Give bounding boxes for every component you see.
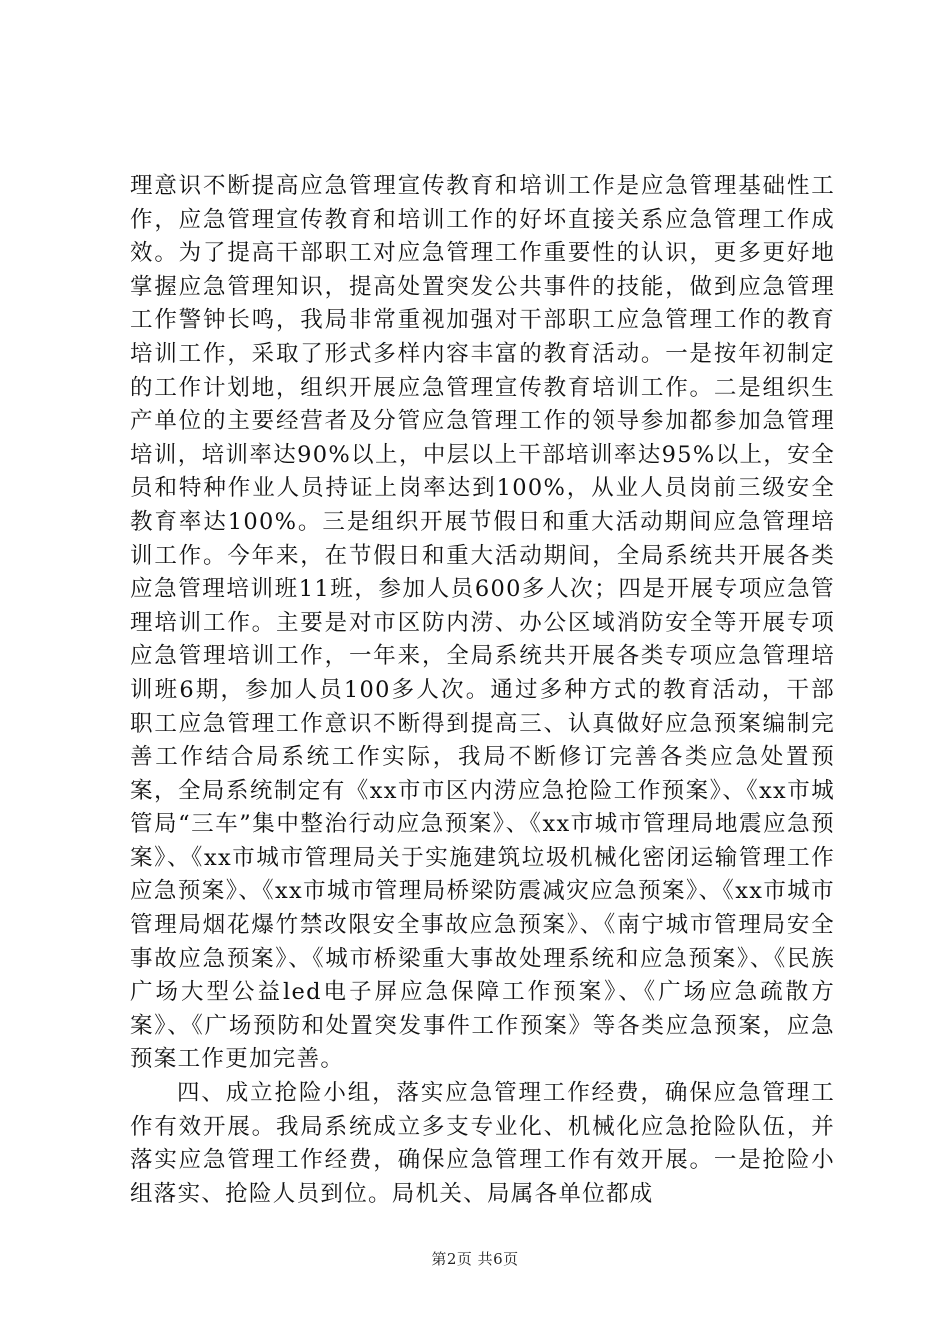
page-number-footer: 第2页 共6页 <box>431 1250 519 1268</box>
paragraph-emergency-training: 理意识不断提高应急管理宣传教育和培训工作是应急管理基础性工作，应急管理宣传教育和培训工作的好坏直接关系应急管理工作成效。为了提高干部职工对应急管理工作重要性的认识，更多更好地掌握应急管理知识，提高处置突发公共事件的技能，做到应急管理工作警钟长鸣，我局非常重视加强对干部职工应急管理工作的教育培训工作，采取了形式多样内容丰富的教育活动。一是按年初制定的工作计划地，组织开展应急管理宣传教育培训工作。二是组织生产单位的主要经营者及分管应急管理工作的领导参加都参加急管理培训，培训率达90%以上，中层以上干部培训率达95%以上，安全员和特种作业人员持证上岗率达到100%，从业人员岗前三级安全教育率达100%。三是组织开展节假日和重大活动期间应急管理培训工作。今年来，在节假日和重大活动期间，全局系统共开展各类应急管理培训班11班，参加人员600多人次；四是开展专项应急管理培训工作。主要是对市区防内涝、办公区域消防安全等开展专项应急管理培训工作，一年来，全局系统共开展各类专项应急管理培训班6期，参加人员100多人次。通过多种方式的教育活动，干部职工应急管理工作意识不断得到提高三、认真做好应急预案编制完善工作结合局系统工作实际，我局不断修订完善各类应急处置预案，全局系统制定有《xx市市区内涝应急抢险工作预案》、《xx市城管局“三车”集中整治行动应急预案》、《xx市城市管理局地震应急预案》、《xx市城市管理局关于实施建筑垃圾机械化密闭运输管理工作应急预案》、《xx市城市管理局桥梁防震减灾应急预案》、《xx市城市管理局烟花爆竹禁改限安全事故应急预案》、《南宁城市管理局安全事故应急预案》、《城市桥梁重大事故处理系统和应急预案》、《民族广场大型公益led电子屏应急保障工作预案》、《广场应急疏散方案》、《广场预防和处置突发事件工作预案》等各类应急预案，应急预案工作更加完善。 <box>130 173 835 1073</box>
document-body <box>130 170 835 1211</box>
paragraph-rescue-team: 四、成立抢险小组，落实应急管理工作经费，确保应急管理工作有效开展。我局系统成立多支专业化、机械化应急抢险队伍，并落实应急管理工作经费，确保应急管理工作有效开展。一是抢险小组落实、抢险人员到位。局机关、局属各单位都成 <box>130 1080 835 1207</box>
